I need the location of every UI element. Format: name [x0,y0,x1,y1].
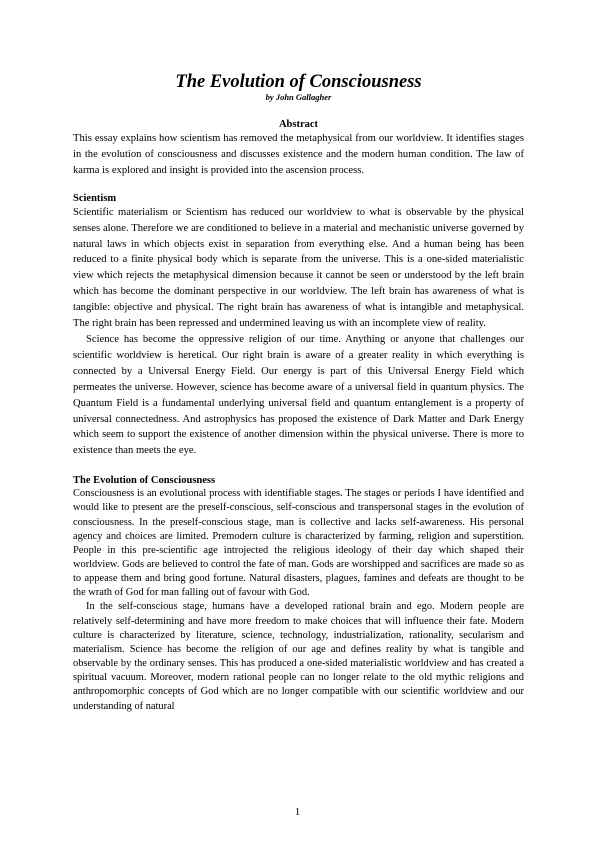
document-title: The Evolution of Consciousness [175,72,422,92]
page-number: 1 [294,807,301,818]
author-byline: by John Gallagher [265,92,332,102]
evolution-paragraph-1: Consciousness is an evolutional process with identifiable stages. The stages or periods I have identified and would like to present are the preself-conscious, self-conscious and transpersonal stages in the evolution of consciousness. In the preself-conscious stage, man is collective and lacks self-awareness. His personal agency and choices are limited. Premodern culture is characterized by farming, religion and superstition. People in this pre-scientific age introjected the religious ideology of their day which shaped their worldview. Gods are believed to control the fate of man. Gods are worshipped and sacrifices are made so as to appease them and bring good fortune. Natural disasters, plagues, famines and defeats are thought to be the wrath of God for man falling out of favour with God. [73,488,524,599]
evolution-paragraph-2: In the self-conscious stage, humans have a developed rational brain and ego. Modern people are relatively self-determining and have more freedom to make choices that will influence their fate. Modern culture is characterized by literature, science, technology, industrialization, rationality, secularism and materialism. Science has become the religion of our age and defines reality by what is tangible and observable by the ordinary senses. This has produced a one-sided materialistic worldview and has created a spiritual vacuum. Moreover, modern rational people can no longer relate to the old mythic religions and anthropomorphic concepts of God which are no longer compatible with our scientific worldview and our understanding of natural [73,601,524,712]
document-page [73,72,524,714]
scientism-paragraph-2: Science has become the oppressive religion of our time. Anything or anyone that challenges our scientific worldview is heretical. Our right brain is aware of a greater reality in which everything is connected by a Universal Energy Field. Our energy is part of this Universal Energy Field which permeates the universe. However, science has become aware of a universal field in quantum physics. The Quantum Field is a fundamental underlying universal field and quantum entanglement is a property of universal connectedness. And astrophysics has proposed the existence of Dark Matter and Dark Energy which seem to support the existence of another dimension within the physical universe. There is more to existence than meets the eye. [73,333,524,457]
section-heading-evolution: The Evolution of Consciousness [73,475,216,487]
abstract-text: This essay explains how scientism has removed the metaphysical from our worldview. It identifies stages in the evolution of consciousness and discusses existence and the modern human condition. The law of karma is explored and insight is provided into the ascension process. [73,133,524,176]
scientism-paragraph-1: Scientific materialism or Scientism has reduced our worldview to what is observable by the physical senses alone. Therefore we are conditioned to believe in a material and mechanistic universe governed by natural laws in which objects exist in separation from everything else. And a human being has been reduced to a finite physical body which is separate from the universe. This is a one-sided materialistic view which rejects the metaphysical dimension because it cannot be seen or understood by the left brain which has become the dominant perspective in our worldview. The left brain has awareness of what is tangible: objective and physical. The right brain has awareness of what is intangible and metaphysical. The right brain has been repressed and undermined leaving us with an incomplete view of reality. [73,206,524,330]
section-heading-scientism: Scientism [73,192,117,204]
abstract-heading: Abstract [278,119,319,130]
